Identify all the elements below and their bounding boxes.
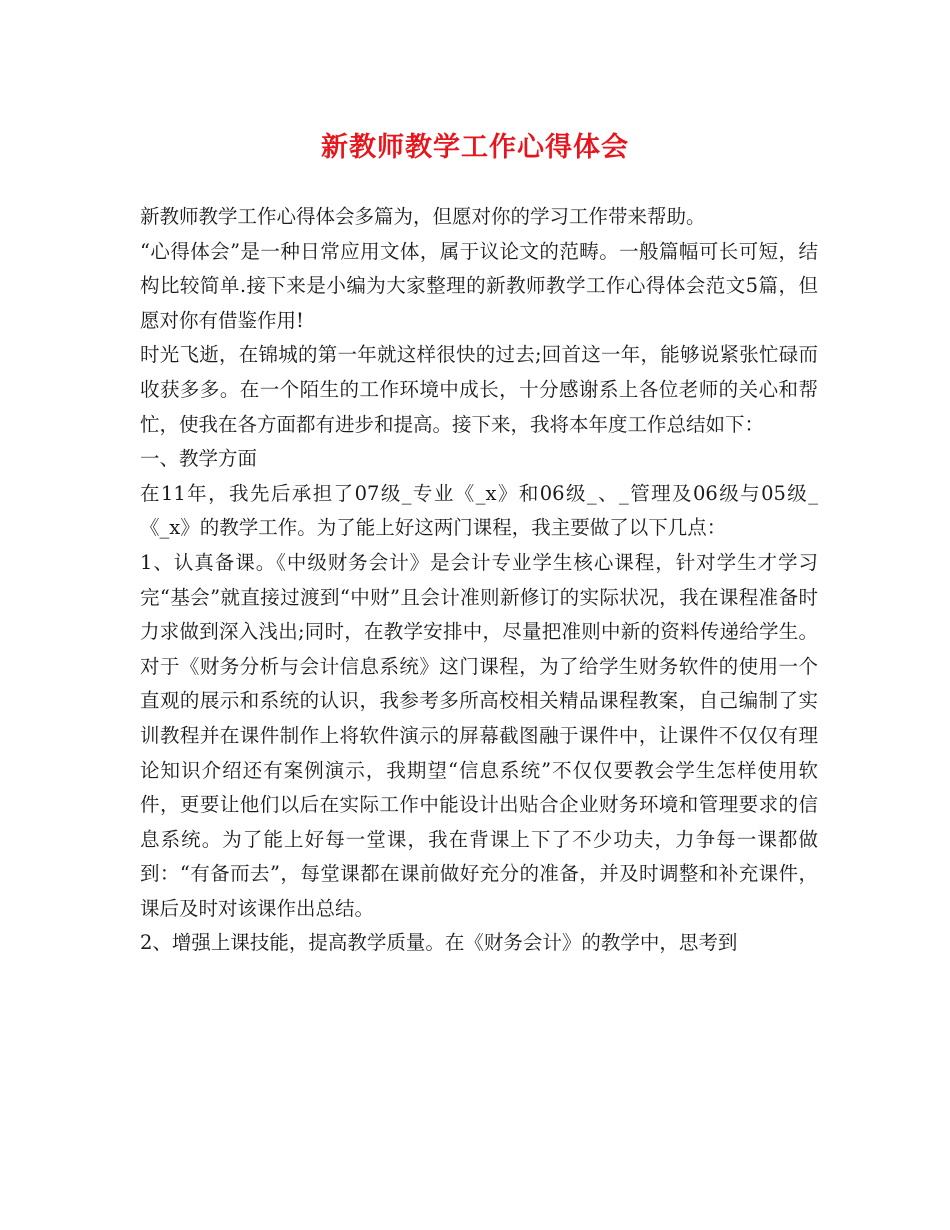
- document-body: [140, 200, 818, 961]
- paragraph-definition: “心得体会”是一种日常应用文体，属于议论文的范畴。一般篇幅可长可短，结构比较简单.接下来是小编为大家整理的新教师教学工作心得体会范文5篇，但愿对你有借鉴作用!: [140, 239, 818, 332]
- paragraph-review: 时光飞逝，在锦城的第一年就这样很快的过去;回首这一年，能够说紧张忙碌而收获多多。在一个陌生的工作环境中成长，十分感谢系上各位老师的关心和帮忙，使我在各方面都有进步和提高。接下来，我将本年度工作总结如下：: [140, 343, 818, 436]
- paragraph-courses: 在11年，我先后承担了07级_专业《_x》和06级_、_管理及06级与05级_《_x》的教学工作。为了能上好这两门课程，我主要做了以下几点：: [140, 481, 818, 540]
- paragraph-intro: 新教师教学工作心得体会多篇为，但愿对你的学习工作带来帮助。: [140, 205, 706, 228]
- document-title: 新教师教学工作心得体会: [321, 132, 629, 163]
- paragraph-point-1: 1、认真备课。《中级财务会计》是会计专业学生核心课程，针对学生才学习完“基会”就直接过渡到“中财”且会计准则新修订的实际状况，我在课程准备时力求做到深入浅出;同时，在教学安排中，尽量把准则中新的资料传递给学生。对于《财务分析与会计信息系统》这门课程，为了给学生财务软件的使用一个直观的展示和系统的认识，我参考多所高校相关精品课程教案，自己编制了实训教程并在课件制作上将软件演示的屏幕截图融于课件中，让课件不仅仅有理论知识介绍还有案例演示，我期望“信息系统”不仅仅要教会学生怎样使用软件，更要让他们以后在实际工作中能设计出贴合企业财务环境和管理要求的信息系统。为了能上好每一堂课，我在背课上下了不少功夫，力争每一课都做到：“有备而去”，每堂课都在课前做好充分的准备，并及时调整和补充课件，课后及时对该课作出总结。: [140, 550, 818, 920]
- section-heading-teaching: 一、教学方面: [140, 447, 258, 471]
- paragraph-point-2: 2、增强上课技能，提高教学质量。在《财务会计》的教学中，思考到: [140, 931, 738, 955]
